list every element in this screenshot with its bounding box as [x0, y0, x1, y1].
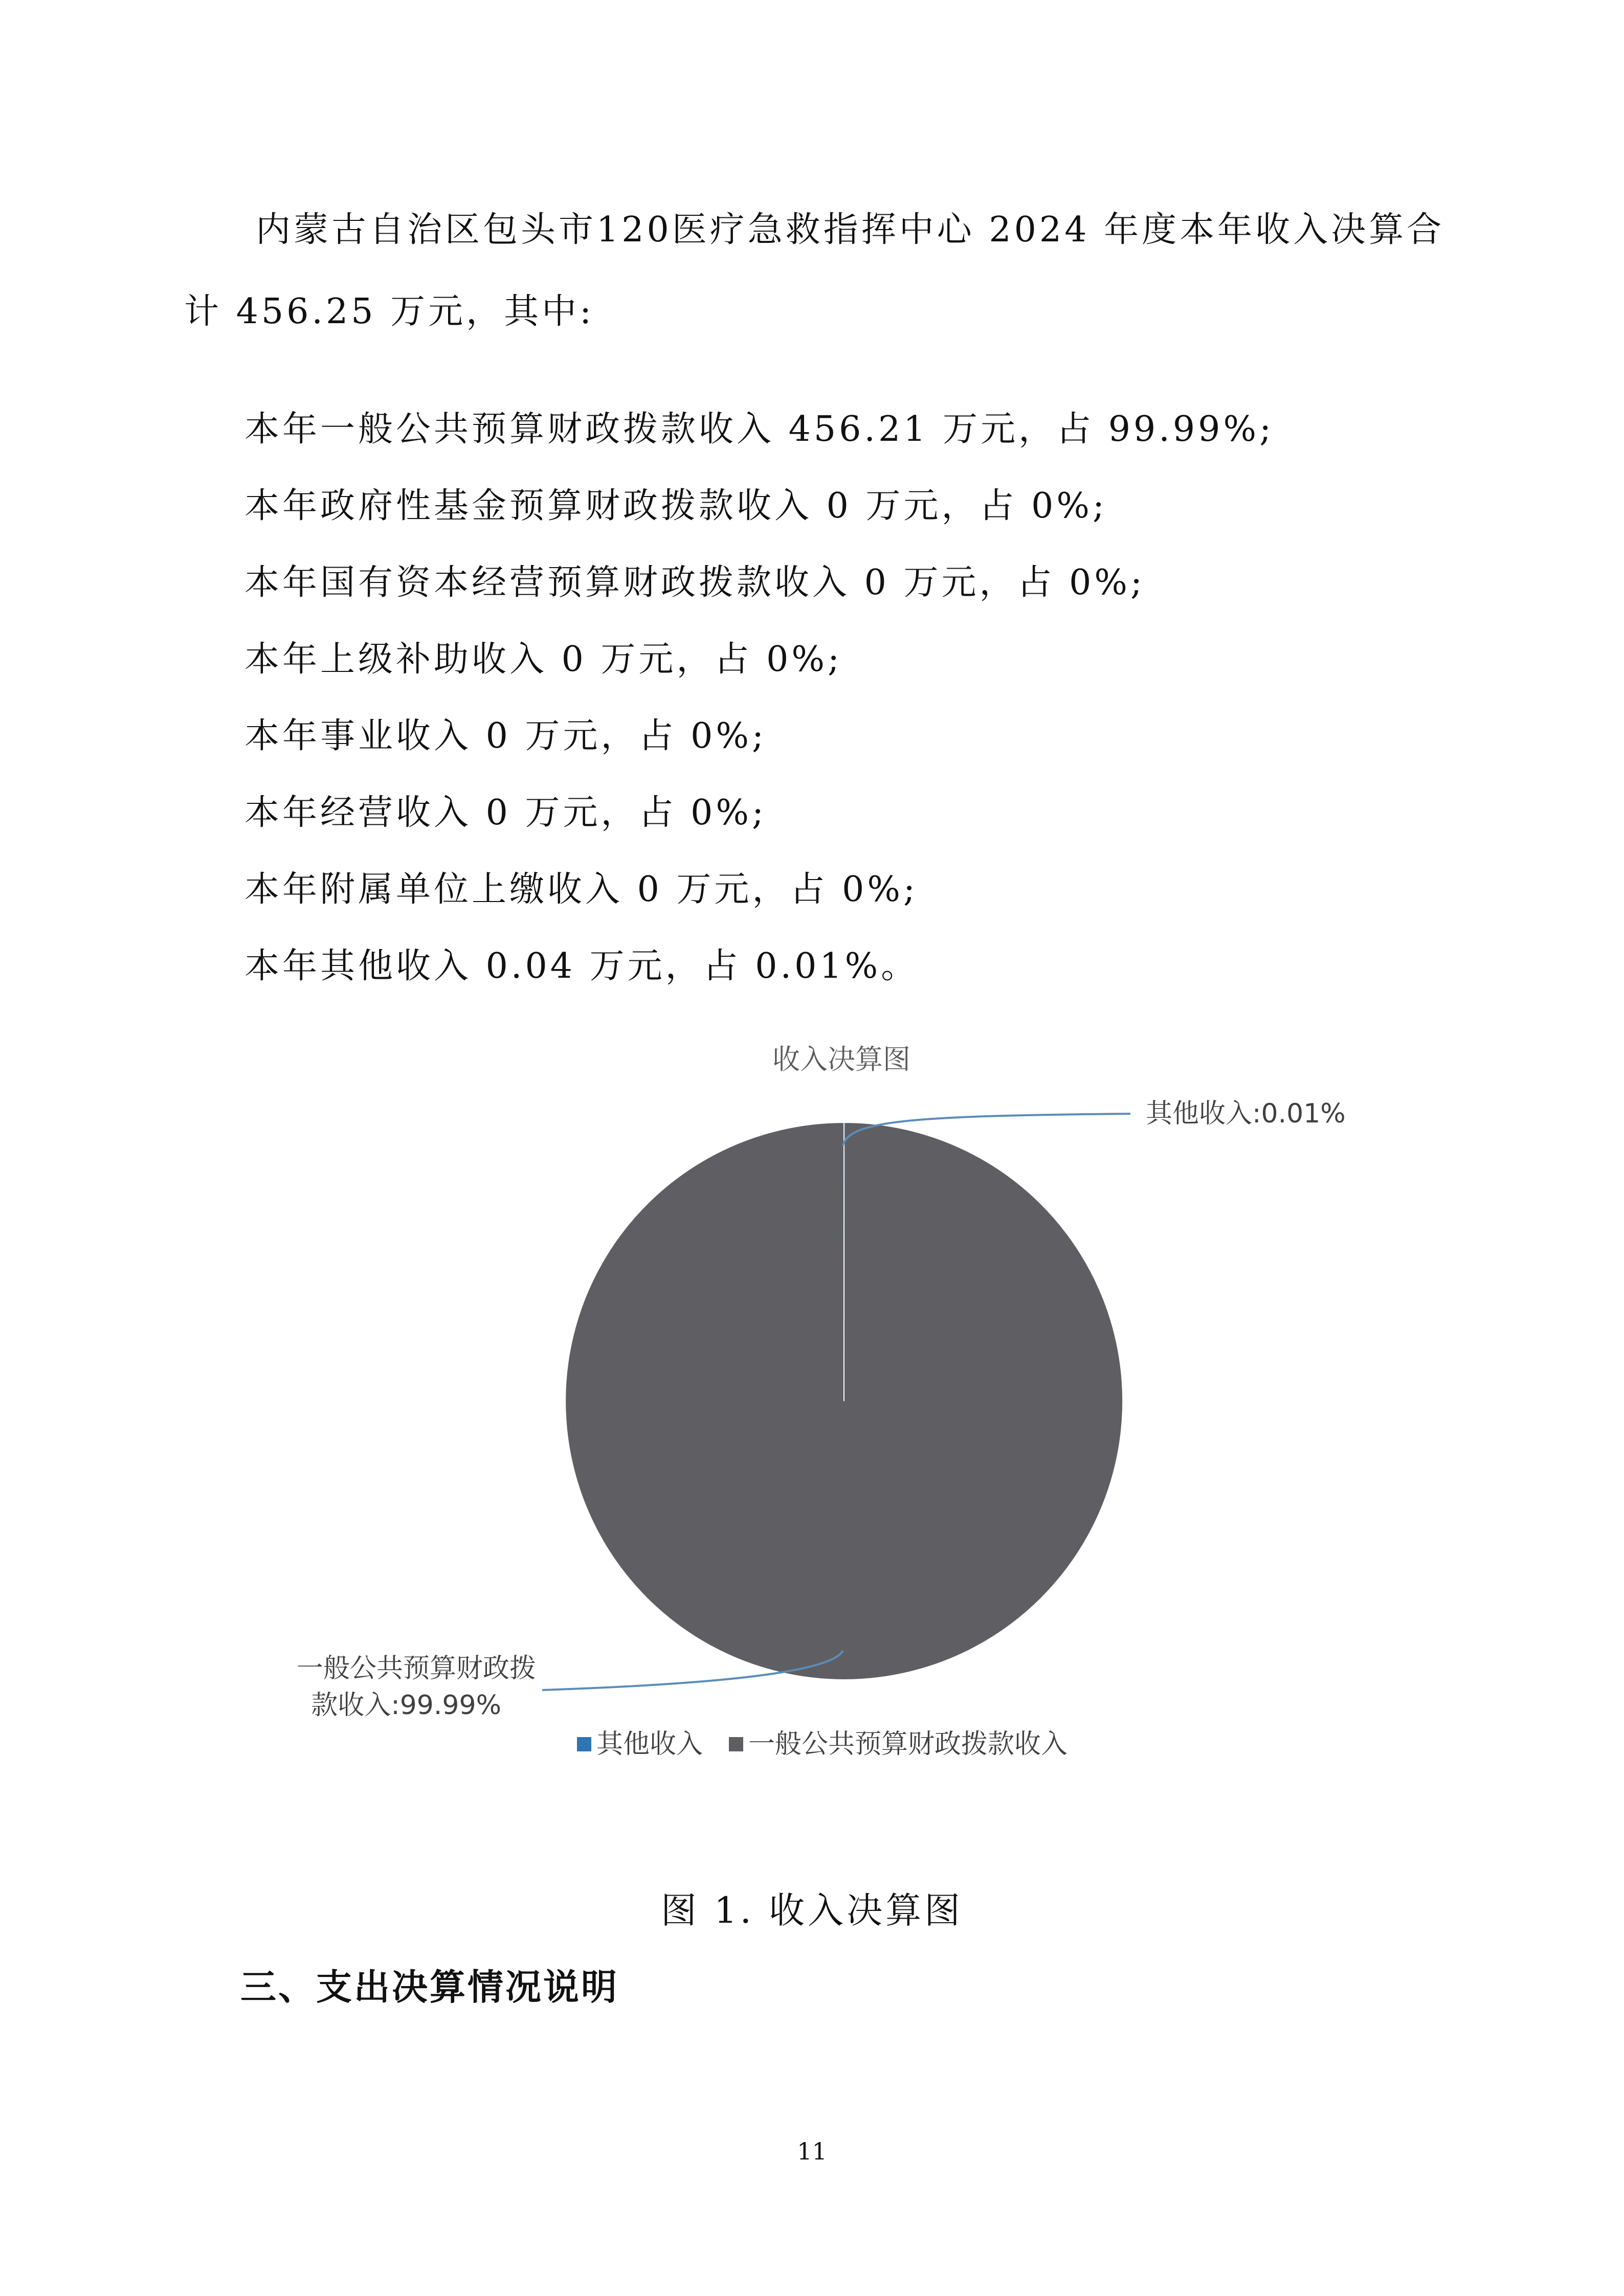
data-label-general-budget-line2: 款收入:99.99%: [311, 1690, 501, 1721]
data-label-other: 其他收入:0.01%: [1146, 1098, 1346, 1129]
income-item-government-fund: 本年政府性基金预算财政拨款收入 0 万元，占 0%;: [244, 486, 1107, 526]
section-heading: 三、支出决算情况说明: [240, 1966, 619, 2008]
income-item-business: 本年事业收入 0 万元，占 0%;: [244, 716, 767, 756]
income-item-operating: 本年经营收入 0 万元，占 0%;: [244, 793, 767, 833]
legend-label-general-budget: 一般公共预算财政拨款收入: [748, 1729, 1068, 1760]
legend-swatch-other: [577, 1737, 591, 1751]
income-item-state-capital: 本年国有资本经营预算财政拨款收入 0 万元，占 0%;: [244, 562, 1145, 603]
page-number: 11: [797, 2137, 827, 2165]
legend-swatch-general-budget: [729, 1737, 743, 1751]
data-label-general-budget-line1: 一般公共预算财政拨: [296, 1653, 536, 1684]
income-item-other: 本年其他收入 0.04 万元，占 0.01%。: [244, 946, 919, 986]
income-item-affiliated: 本年附属单位上缴收入 0 万元，占 0%;: [244, 869, 918, 910]
chart-title: 收入决算图: [772, 1043, 910, 1075]
figure-caption: 图 1. 收入决算图: [660, 1889, 964, 1931]
income-item-subsidy: 本年上级补助收入 0 万元，占 0%;: [244, 639, 842, 680]
legend-label-other: 其他收入: [596, 1729, 703, 1760]
intro-line-1: 内蒙古自治区包头市120医疗急救指挥中心 2024 年度本年收入决算合: [256, 210, 1445, 250]
income-item-general-budget: 本年一般公共预算财政拨款收入 456.21 万元，占 99.99%;: [244, 409, 1274, 449]
intro-line-2: 计 456.25 万元，其中:: [184, 291, 595, 332]
